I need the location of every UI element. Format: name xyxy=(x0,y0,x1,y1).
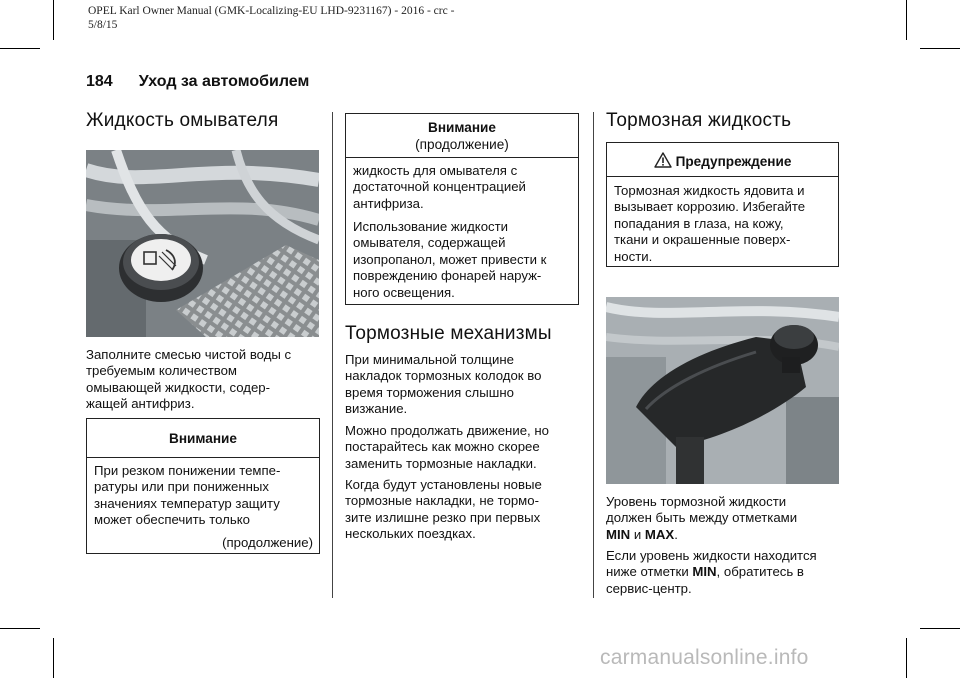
brake-reservoir-photo xyxy=(606,297,839,484)
paragraph-brake-replace xyxy=(345,423,549,472)
meta-line: 5/8/15 xyxy=(88,19,118,31)
caution-title: Внимание xyxy=(428,120,496,135)
meta-line: OPEL Karl Owner Manual (GMK-Localizing-EU LHD-9231167) - 2016 - crc - xyxy=(88,5,455,17)
text-fragment: ниже отметки xyxy=(606,564,693,580)
text-line: время торможения слышно xyxy=(345,384,514,400)
text-line: изопропанол, может привести к xyxy=(353,251,547,267)
text-line: Уровень тормозной жидкости xyxy=(606,494,787,509)
watermark: carmanualsonline.info xyxy=(600,646,809,669)
text-line: попадания в глаза, на кожу, xyxy=(614,215,784,231)
text-line: Можно продолжать движение, но xyxy=(345,423,549,438)
crop-mark xyxy=(0,628,40,629)
crop-mark xyxy=(920,628,960,629)
text-line: жидкость для омывателя с xyxy=(353,163,518,178)
caution-text xyxy=(353,219,546,301)
text-line: омывающей жидкости, содер- xyxy=(86,379,271,395)
section-title-washer-fluid: Жидкость омывателя xyxy=(86,110,279,131)
warning-text xyxy=(614,183,805,265)
caution-subtitle: (продолжение) xyxy=(415,137,509,152)
text-line: ратуры или при пониженных xyxy=(94,479,270,495)
min-mark-label: MIN xyxy=(606,526,631,542)
text-line: требуемым количеством xyxy=(86,363,237,379)
text-line: сервис-центр. xyxy=(606,580,692,596)
text-line: нескольких поездках. xyxy=(345,526,476,542)
paragraph-washer-fill xyxy=(86,347,291,413)
washer-reservoir-photo xyxy=(86,150,319,337)
washer-reservoir-image xyxy=(86,150,319,337)
warning-triangle-icon xyxy=(654,152,672,168)
chapter-title: Уход за автомобилем xyxy=(138,73,310,90)
text-line: Заполните смесью чистой воды с xyxy=(86,347,292,362)
page-header xyxy=(86,73,309,91)
text-line: При минимальной толщине xyxy=(345,352,515,367)
crop-mark xyxy=(53,638,54,678)
caution-text xyxy=(94,463,280,529)
caution-box xyxy=(86,418,320,554)
text-line: жащей антифриз. xyxy=(86,396,195,412)
paragraph-new-pads xyxy=(345,477,542,543)
caution-text xyxy=(353,163,526,212)
text-line: может обеспечить только xyxy=(94,512,250,528)
warning-header xyxy=(607,152,838,170)
paragraph-brake-fluid-level xyxy=(606,494,797,543)
text-line: Если уровень жидкости находится xyxy=(606,548,817,563)
text-line: омывателя, содержащей xyxy=(353,235,506,251)
crop-mark xyxy=(920,48,960,49)
caution-title: Внимание xyxy=(169,431,237,446)
warning-box xyxy=(606,142,839,267)
text-line: зите излишне резко при первых xyxy=(345,509,541,525)
text-line: Когда будут установлены новые xyxy=(345,477,542,492)
text-fragment: . xyxy=(674,526,678,542)
text-line: ности. xyxy=(614,248,653,264)
box-divider xyxy=(607,176,838,177)
max-mark-label: MAX xyxy=(644,526,675,542)
crop-mark xyxy=(53,0,54,40)
text-line: заменить тормозные накладки. xyxy=(345,455,537,471)
crop-mark xyxy=(0,48,40,49)
text-line: значениях температур защиту xyxy=(94,495,280,511)
text-fragment: , обратитесь в xyxy=(716,564,804,580)
column-divider xyxy=(332,112,333,598)
text-line: При резком понижении темпе- xyxy=(94,463,281,478)
box-divider xyxy=(346,157,578,158)
continued-label: (продолжение) xyxy=(222,535,313,550)
text-line: ного освещения. xyxy=(353,284,455,300)
text-line: повреждению фонарей наруж- xyxy=(353,268,542,284)
text-fragment: и xyxy=(630,526,645,542)
crop-mark xyxy=(906,0,907,40)
section-title-brakes: Тормозные механизмы xyxy=(345,323,552,344)
crop-mark xyxy=(906,638,907,678)
text-line: должен быть между отметками xyxy=(606,510,798,526)
paragraph-brake-pads xyxy=(345,352,541,418)
text-line: вызывает коррозию. Избегайте xyxy=(614,199,806,215)
text-line: Тормозная жидкость ядовита и xyxy=(614,183,805,198)
text-line: ткани и окрашенные поверх- xyxy=(614,232,791,248)
box-divider xyxy=(87,457,319,458)
text-line: Использование жидкости xyxy=(353,219,509,234)
text-line: антифриза. xyxy=(353,195,424,211)
paragraph-low-fluid xyxy=(606,548,817,597)
brake-reservoir-image xyxy=(606,297,839,484)
warning-title: Предупреждение xyxy=(675,154,792,169)
column-divider xyxy=(593,112,594,598)
text-line: достаточной концентрацией xyxy=(353,179,526,195)
page-number: 184 xyxy=(86,73,113,90)
text-line: визжание. xyxy=(345,401,408,417)
caution-continued-box xyxy=(345,113,579,305)
text-line: постарайтесь как можно скорее xyxy=(345,439,540,455)
document-meta xyxy=(88,4,508,32)
text-line: тормозные накладки, не тормо- xyxy=(345,493,539,509)
text-line: накладок тормозных колодок во xyxy=(345,368,542,384)
min-mark-label: MIN xyxy=(692,564,717,580)
section-title-brake-fluid: Тормозная жидкость xyxy=(606,110,792,131)
